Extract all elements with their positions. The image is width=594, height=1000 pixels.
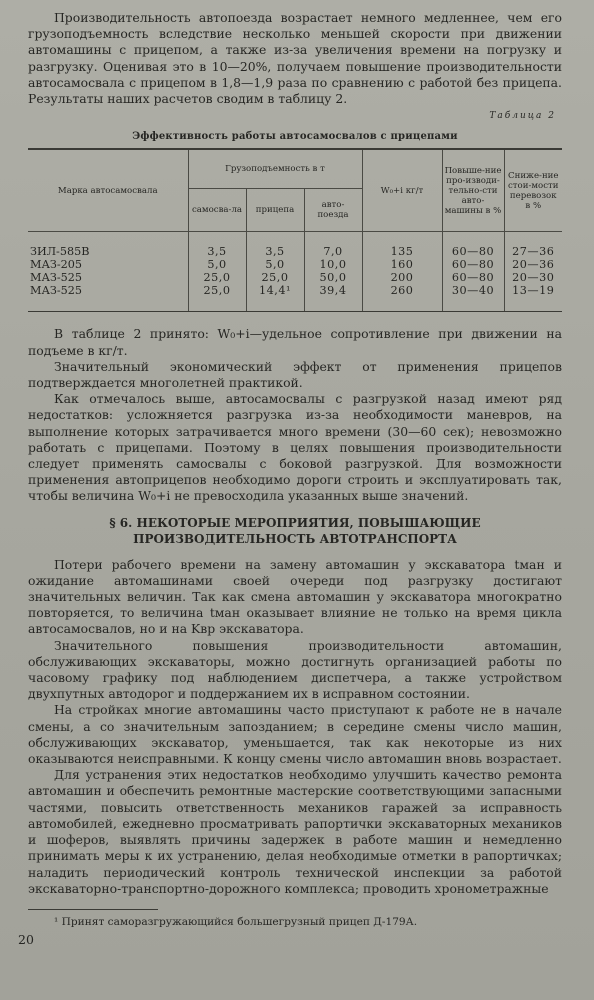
page-number: 20 — [18, 932, 34, 947]
cell-cost: 13—19 — [504, 285, 562, 312]
cell-cost: 20—30 — [504, 272, 562, 285]
paragraph: На стройках многие автомашины часто приступают к работе не в начале смены, а со значительным запозданием; в середине смены число машин, обслуживающих экскаватор, уменьшается, так как некоторые из них оказываются неисправными. К концу смены число автомашин вновь возрастает. — [28, 702, 562, 767]
table-label: Таблица 2 — [489, 111, 556, 122]
cell-productivity: 60—80 — [442, 232, 504, 259]
table-wrapper — [28, 148, 562, 312]
table-row — [28, 259, 562, 272]
footnote-rule — [28, 909, 158, 910]
paragraph: В таблице 2 принято: W₀+i—удельное сопротивление при движении на подъеме в кг/т. — [28, 326, 562, 358]
table-row — [28, 272, 562, 285]
cell-mark: МАЗ-205 — [30, 258, 83, 272]
efficiency-table — [28, 150, 562, 311]
cell-resistance: 200 — [362, 272, 442, 285]
col-header-train: авто-поезда — [304, 189, 362, 232]
paragraph: Значительного повышения производительности автомашин, обслуживающих экскаваторы, можно достигнуть организацией работы по часовому графику под наблюдением диспетчера, а также устройством двухпутных автодорог и поддержанием их в исправном состоянии. — [28, 637, 562, 702]
paragraph: Для устранения этих недостатков необходимо улучшить качество ремонта автомашин и обеспечить ремонтные мастерские соответствующими запасными частями, повысить ответственность механиков гаражей за исправность автомобилей, ежедневно просматривать рапортички экскаваторных механиков и шоферов, выявлять причины задержек в работе машин и немедленно принимать меры к их устранению, делая необходимые отметки в рапортичках; наладить периодический контроль технической инспекции за работой экскаваторно-транспортно-дорожного комплекса; проводить хронометражные — [28, 767, 562, 896]
cell-dump: 25,0 — [188, 285, 246, 312]
cell-cost: 20—36 — [504, 259, 562, 272]
paragraph: Производительность автопоезда возрастает немного медленнее, чем его грузоподъемность вследствие несколько меньшей скорости при движении автомашины с прицепом, а также из-за увеличения времени на погрузку и разгрузку. Оценивая это в 10—20%, получаем повышение производительности автосамосвала с прицепом в 1,8—1,9 раза по сравнению с работой без прицепа. Результаты наших расчетов сводим в таблицу 2. — [28, 10, 562, 107]
col-header-capacity: Грузоподъемность в т — [188, 150, 362, 189]
col-header-resistance: W₀+i кг/т — [362, 150, 442, 232]
col-header-cost: Сниже-ние стои-мости перевозок в % — [504, 150, 562, 232]
cell-dump: 25,0 — [188, 272, 246, 285]
cell-productivity: 60—80 — [442, 259, 504, 272]
cell-mark: МАЗ-525 — [30, 283, 83, 297]
paragraph: Значительный экономический эффект от применения прицепов подтверждается многолетней практикой. — [28, 358, 562, 391]
cell-train: 10,0 — [304, 259, 362, 272]
cell-productivity: 30—40 — [442, 285, 504, 312]
cell-resistance: 135 — [362, 232, 442, 259]
col-header-productivity: Повыше-ние про-изводи-тельно-сти авто-машины в % — [442, 150, 504, 232]
table-title: Эффективность работы автосамосвалов с прицепами — [132, 131, 458, 143]
cell-train: 50,0 — [304, 272, 362, 285]
col-header-mark: Марка автосамосвала — [28, 150, 188, 232]
section-heading: § 6. НЕКОТОРЫЕ МЕРОПРИЯТИЯ, ПОВЫШАЮЩИЕ ПРОИЗВОДИТЕЛЬНОСТЬ АВТОТРАНСПОРТА — [109, 515, 481, 546]
table-row — [28, 285, 562, 312]
cell-mark: ЗИЛ-585В — [30, 245, 90, 259]
paragraph: Потери рабочего времени на замену автомашин у экскаватора tман и ожидание автомашинами своей очереди под разгрузку достигают значительных величин. Так как смена автомашин у экскаватора многократно повторяется, то величина tман оказывает влияние не только на время цикла автосамосвалов, но и на Kвр экскаватора. — [28, 556, 562, 637]
footnote: ¹ Принят саморазгружающийся большегрузный прицеп Д-179А. — [54, 915, 418, 928]
col-header-dump: самосва-ла — [188, 189, 246, 232]
cell-trailer: 14,4¹ — [246, 285, 304, 312]
cell-dump: 3,5 — [188, 232, 246, 259]
cell-resistance: 160 — [362, 259, 442, 272]
cell-resistance: 260 — [362, 285, 442, 312]
cell-trailer: 5,0 — [246, 259, 304, 272]
paragraph: Как отмечалось выше, автосамосвалы с разгрузкой назад имеют ряд недостатков: усложняется разгрузка из-за необходимости маневров, на выполнение которых затрачивается много времени (30—60 сек); невозможно работать с прицепами. Поэтому в целях повышения производительности следует применять самосвалы с боковой разгрузкой. Для возможности применения автоприцепов необходимо дороги строить и эксплуатировать так, чтобы величина W₀+i не превосходила указанных выше значений. — [28, 391, 562, 504]
col-header-trailer: прицепа — [246, 189, 304, 232]
cell-productivity: 60—80 — [442, 272, 504, 285]
cell-train: 7,0 — [304, 232, 362, 259]
cell-cost: 27—36 — [504, 232, 562, 259]
cell-mark: МАЗ-525 — [30, 270, 83, 284]
cell-trailer: 25,0 — [246, 272, 304, 285]
cell-dump: 5,0 — [188, 259, 246, 272]
table-row — [28, 232, 562, 259]
cell-trailer: 3,5 — [246, 232, 304, 259]
cell-train: 39,4 — [304, 285, 362, 312]
